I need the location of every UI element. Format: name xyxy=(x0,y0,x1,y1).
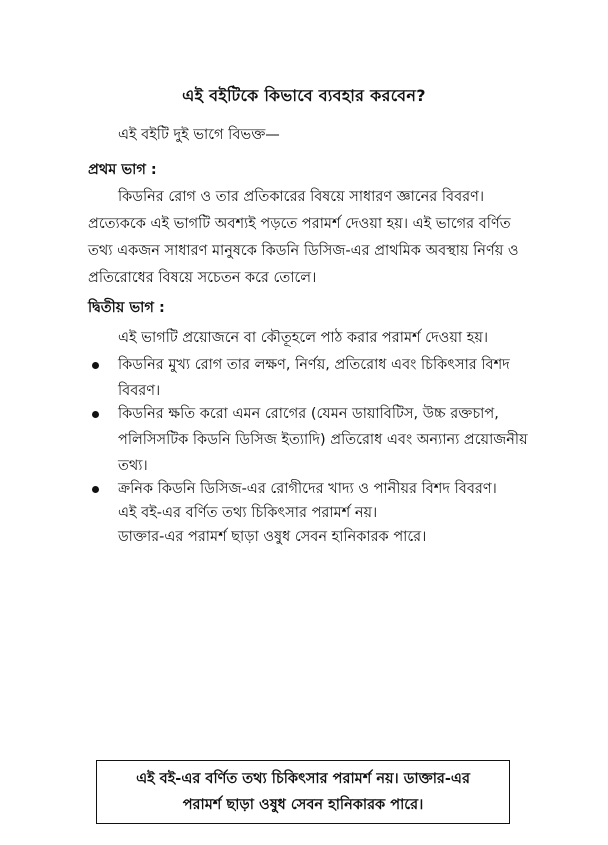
disclaimer-line: পরামর্শ ছাড়া ওষুধ সেবন হানিকারক পারে। xyxy=(182,797,424,813)
disclaimer-line: এই বই-এর বর্ণিত তথ্য চিকিৎসার পরামর্শ নয়। ডাক্তার-এর xyxy=(136,771,470,787)
page-title: এই বইটিকে কিভাবে ব্যবহার করবেন? xyxy=(182,86,426,105)
part1-line: প্রত্যেককে এই ভাগটি অবশ্যই পড়তে পরামর্শ দেওয়া হয়। এই ভাগের বর্ণিত xyxy=(88,216,511,232)
bullet-dot xyxy=(92,411,99,418)
bullet-line: পলিসিসটিক কিডনি ডিসিজ ইত্যাদি) প্রতিরোধ এবং অন্যান্য প্রয়োজনীয় xyxy=(118,432,528,448)
bullet-line: এই বই-এর বর্ণিত তথ্য চিকিৎসার পরামর্শ নয়। xyxy=(118,505,378,521)
bullet-line: তথ্য। xyxy=(118,458,148,474)
bullet-line: ডাক্তার-এর পরামর্শ ছাড়া ওষুধ সেবন হানিকারক পারে। xyxy=(118,529,427,545)
bullet-line: বিবরণ। xyxy=(118,383,161,399)
part2-heading: দ্বিতীয় ভাগ : xyxy=(88,300,165,316)
part1-line: প্রতিরোধের বিষয়ে সচেতন করে তোলে। xyxy=(88,270,317,286)
part1-line: তথ্য একজন সাধারণ মানুষকে কিডনি ডিসিজ-এর প্রাথমিক অবস্থায় নির্ণয় ও xyxy=(88,243,519,259)
bullet-line: কিডনির ক্ষতি করো এমন রোগের (যেমন ডায়াবিটিস, উচ্চ রক্তচাপ, xyxy=(118,406,499,422)
part1-line: কিডনির রোগ ও তার প্রতিকারের বিষয়ে সাধারণ জ্ঞানের বিবরণ। xyxy=(118,189,485,205)
bullet-dot xyxy=(92,486,99,493)
bullet-dot xyxy=(92,362,99,369)
intro-text: এই বইটি দুই ভাগে বিভক্ত— xyxy=(118,127,280,143)
bullet-line: কিডনির মুখ্য রোগ তার লক্ষণ, নির্ণয়, প্রতিরোধ এবং চিকিৎসার বিশদ xyxy=(118,357,510,373)
bullet-line: ক্রনিক কিডনি ডিসিজ-এর রোগীদের খাদ্য ও পানীয়র বিশদ বিবরণ। xyxy=(118,481,497,497)
disclaimer-box xyxy=(96,760,510,824)
part2-intro: এই ভাগটি প্রয়োজনে বা কৌতূহলে পাঠ করার পরামর্শ দেওয়া হয়। xyxy=(118,330,489,346)
part1-heading: প্রথম ভাগ : xyxy=(88,162,157,178)
